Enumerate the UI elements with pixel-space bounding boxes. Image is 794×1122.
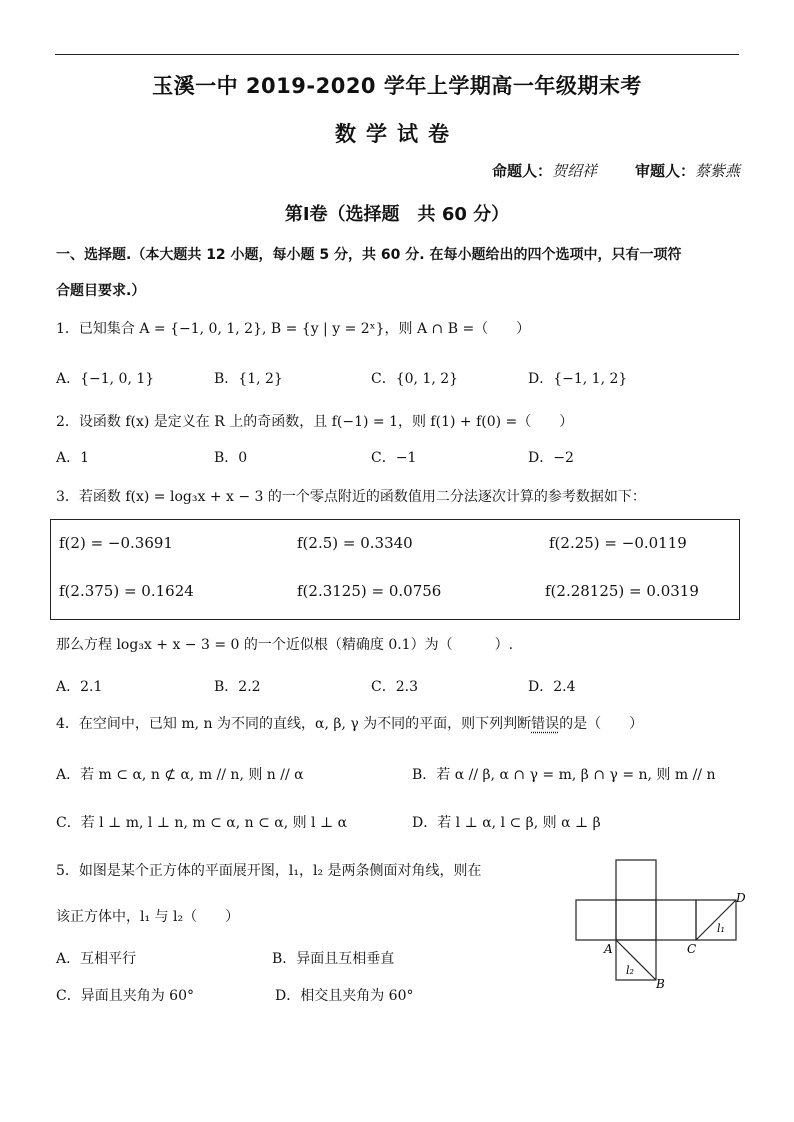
- net-face-front: [616, 900, 656, 940]
- q5-option-d: D．相交且夹角为 60°: [275, 988, 414, 1004]
- diagonal-l2: [616, 940, 656, 980]
- diagonal-l1: [696, 900, 736, 940]
- q5-option-b: B．异面且互相垂直: [272, 951, 395, 967]
- q2-stem: 2．设函数 f(x) 是定义在 R 上的奇函数，且 f(−1) = 1，则 f(1) + f(0) =（ ）: [56, 414, 574, 430]
- q1-stem: 1．已知集合 A = {−1, 0, 1, 2}, B = {y | y = 2ˣ}，则 A ∩ B =（ ）: [56, 321, 531, 337]
- q1-option-b: B．{1, 2}: [214, 371, 283, 387]
- table-cell: f(2.25) = −0.0119: [549, 534, 687, 552]
- q2-option-d: D．−2: [528, 450, 574, 466]
- setter-name: 贺绍祥: [551, 162, 597, 180]
- q4-option-b: B．若 α // β, α ∩ γ = m, β ∩ γ = n, 则 m // n: [412, 767, 716, 783]
- section-heading: 第Ⅰ卷（选择题 共 60 分）: [284, 204, 510, 225]
- net-face-left: [576, 900, 616, 940]
- exam-title: 玉溪一中 2019-2020 学年上学期高一年级期末考: [152, 74, 642, 98]
- setter-label: 命题人：: [491, 162, 552, 180]
- q4-option-a: A．若 m ⊂ α, n ⊄ α, m // n, 则 n // α: [56, 767, 304, 783]
- q2-option-a: A．1: [56, 450, 90, 466]
- q3-follow: 那么方程 log₃x + x − 3 = 0 的一个近似根（精确度 0.1）为（ ）.: [56, 637, 514, 653]
- q2-option-b: B．0: [214, 450, 248, 466]
- q3-data-table: [50, 519, 740, 620]
- top-rule: [55, 54, 739, 55]
- reviewer-label: 审题人：: [634, 162, 695, 180]
- q1-option-a: A．{−1, 0, 1}: [56, 371, 155, 387]
- q5-stem-line1: 5．如图是某个正方体的平面展开图，l₁，l₂ 是两条侧面对角线，则在: [56, 863, 482, 879]
- cube-net-figure: [570, 856, 750, 992]
- q4-stem-pre: 4．在空间中，已知 m, n 为不同的直线，α, β, γ 为不同的平面，则下列判断: [56, 716, 532, 732]
- label-d: D: [736, 891, 746, 905]
- exam-subtitle: 数学试卷: [335, 122, 459, 146]
- q3-stem: 3．若函数 f(x) = log₃x + x − 3 的一个零点附近的函数值用二分法逐次计算的参考数据如下：: [56, 489, 646, 505]
- q1-option-d: D．{−1, 1, 2}: [528, 371, 628, 387]
- table-cell: f(2.28125) = 0.0319: [545, 582, 699, 600]
- label-l2: l₂: [626, 964, 634, 977]
- q3-option-b: B．2.2: [214, 679, 261, 695]
- q4-option-d: D．若 l ⊥ α, l ⊂ β, 则 α ⊥ β: [412, 815, 601, 831]
- label-l1: l₁: [717, 922, 725, 935]
- net-face-top: [616, 860, 656, 900]
- q2-option-c: C．−1: [371, 450, 417, 466]
- q5-stem-line2: 该正方体中，l₁ 与 l₂（ ）: [56, 909, 240, 925]
- q4-stem-emphasis: 错误: [531, 716, 560, 732]
- q3-option-a: A．2.1: [56, 679, 103, 695]
- table-cell: f(2.375) = 0.1624: [59, 582, 194, 600]
- label-a: A: [604, 942, 613, 956]
- table-cell: f(2) = −0.3691: [59, 534, 173, 552]
- section-intro-line2: 合题目要求.）: [56, 283, 146, 299]
- reviewer-name: 蔡紫燕: [694, 162, 740, 180]
- label-b: B: [656, 977, 665, 991]
- q5-option-a: A．互相平行: [56, 951, 137, 967]
- q4-stem: [56, 713, 643, 733]
- table-cell: f(2.5) = 0.3340: [297, 534, 413, 552]
- authors-line: [492, 160, 740, 181]
- q3-option-c: C．2.3: [371, 679, 418, 695]
- q4-stem-post: 的是（ ）: [559, 716, 644, 732]
- q4-option-c: C．若 l ⊥ m, l ⊥ n, m ⊂ α, n ⊂ α, 则 l ⊥ α: [56, 815, 348, 831]
- section-intro-line1: 一、选择题.（本大题共 12 小题，每小题 5 分，共 60 分. 在每小题给出的四个选项中，只有一项符: [56, 247, 682, 263]
- net-face-right: [656, 900, 696, 940]
- q1-option-c: C．{0, 1, 2}: [371, 371, 459, 387]
- table-cell: f(2.3125) = 0.0756: [297, 582, 442, 600]
- q3-option-d: D．2.4: [528, 679, 576, 695]
- label-c: C: [687, 942, 697, 956]
- q5-option-c: C．异面且夹角为 60°: [56, 988, 194, 1004]
